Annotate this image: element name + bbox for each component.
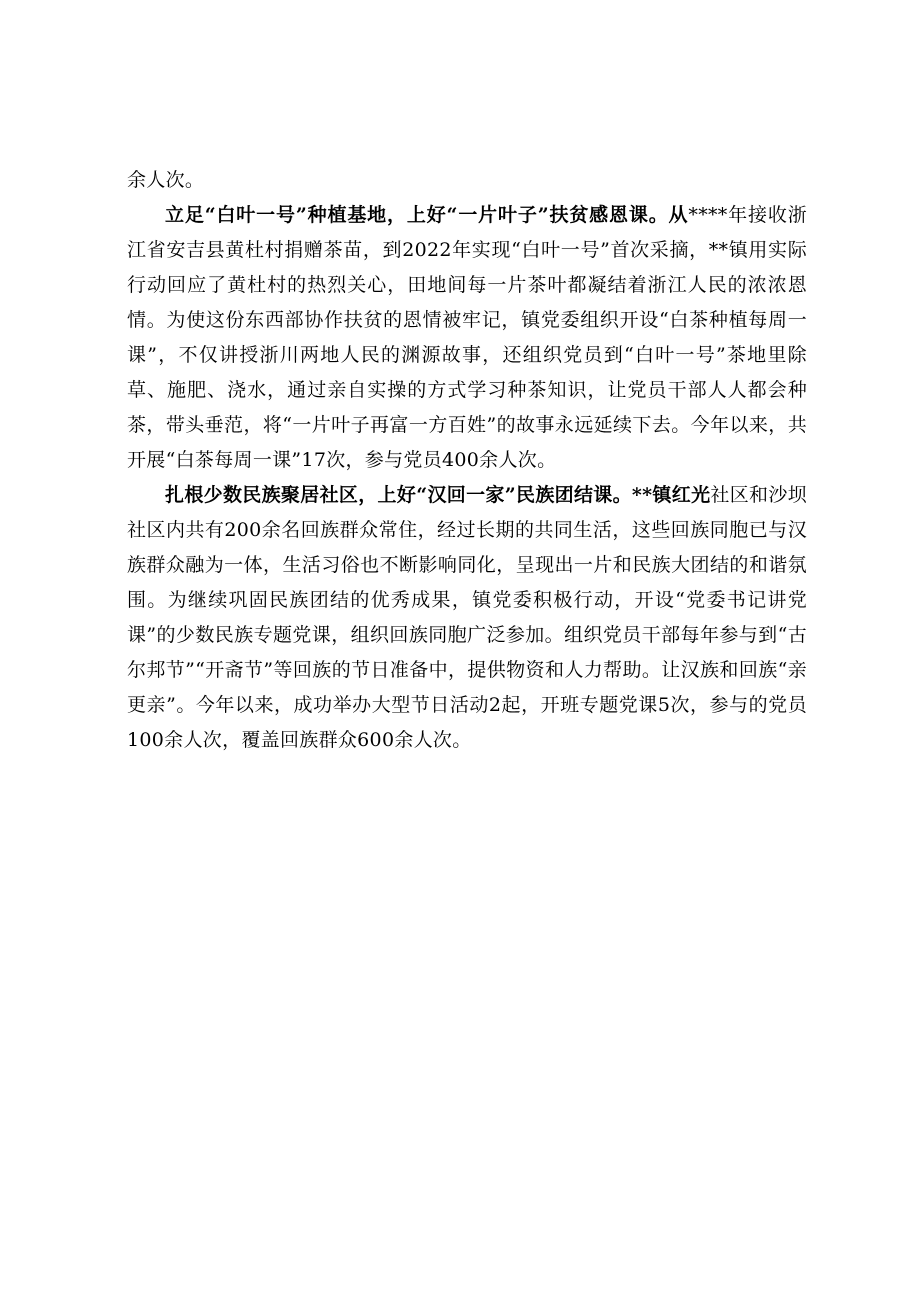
continuation-line bbox=[127, 163, 807, 198]
paragraph-lead: 扎根少数民族聚居社区，上好“汉回一家”民族团结课。**镇红光 bbox=[165, 484, 711, 506]
paragraph-lead: 立足“白叶一号”种植基地，上好“一片叶子”扶贫感恩课。从 bbox=[165, 204, 689, 226]
document-body bbox=[127, 163, 807, 758]
paragraph-white-tea bbox=[127, 198, 807, 478]
paragraph-ethnic-unity bbox=[127, 478, 807, 758]
paragraph-body: ****年接收浙江省安吉县黄杜村捐赠茶苗，到2022年实现“白叶一号”首次采摘，**镇用实际行动回应了黄杜村的热烈关心，田地间每一片茶叶都凝结着浙江人民的浓浓恩情。为使这份东西部协作扶贫的恩情被牢记，镇党委组织开设“白茶种植每周一课”，不仅讲授浙川两地人民的渊源故事，还组织党员到“白叶一号”茶地里除草、施肥、浇水，通过亲自实操的方式学习种茶知识，让党员干部人人都会种茶，带头垂范，将“一片叶子再富一方百姓”的故事永远延续下去。今年以来，共开展“白茶每周一课”17次，参与党员400余人次。 bbox=[127, 204, 807, 471]
continuation-text: 余人次。 bbox=[127, 169, 205, 191]
paragraph-body: 社区和沙坝社区内共有200余名回族群众常住，经过长期的共同生活，这些回族同胞已与汉族群众融为一体，生活习俗也不断影响同化，呈现出一片和民族大团结的和谐氛围。为继续巩固民族团结的优秀成果，镇党委积极行动，开设“党委书记讲党课”的少数民族专题党课，组织回族同胞广泛参加。组织党员干部每年参与到“古尔邦节”“开斋节”等回族的节日准备中，提供物资和人力帮助。让汉族和回族“亲更亲”。今年以来，成功举办大型节日活动2起，开班专题党课5次，参与的党员100余人次，覆盖回族群众600余人次。 bbox=[127, 484, 807, 751]
